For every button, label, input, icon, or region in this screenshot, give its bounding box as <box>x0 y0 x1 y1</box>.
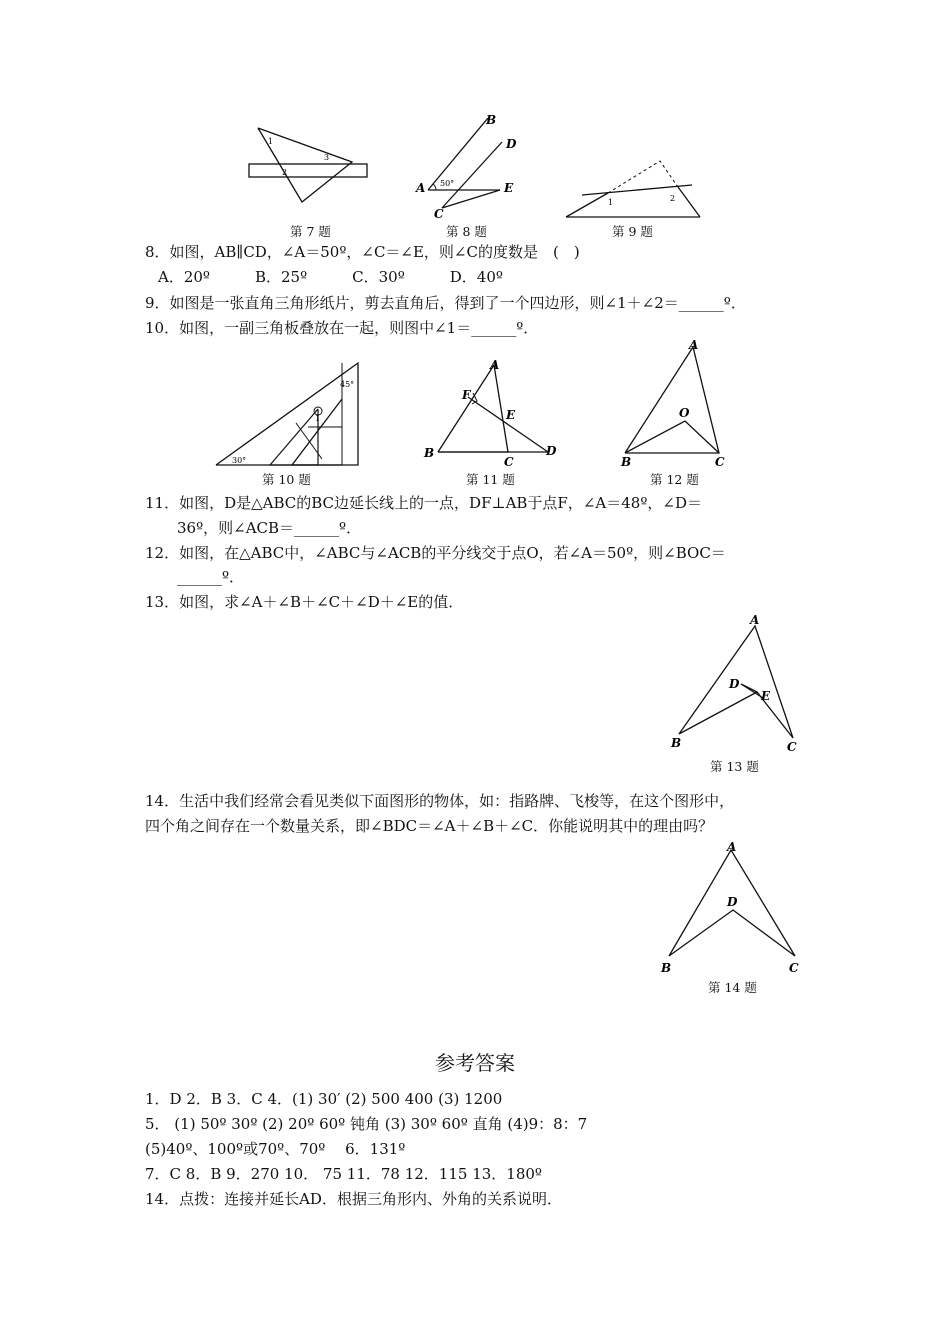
fig7-label-2: 2 <box>282 168 288 177</box>
fig13-label-d: D <box>729 677 740 691</box>
fig14-caption: 第 14 题 <box>708 980 757 995</box>
fig8-label-d: D <box>506 137 517 151</box>
figure-11 <box>420 355 565 470</box>
fig11-caption: 第 11 题 <box>466 472 515 487</box>
answers-line-3: (5)40º、100º或70º、70º 6．131º <box>145 1140 406 1158</box>
question-12-line-1: 12．如图，在△ABC中，∠ABC与∠ACB的平分线交于点O，若∠A＝50º，则∠BOC＝ <box>145 544 726 562</box>
figure-10 <box>212 355 362 470</box>
question-14-line-2: 四个角之间存在一个数量关系，即∠BDC＝∠A＋∠B＋∠C．你能说明其中的理由吗？ <box>145 817 714 835</box>
fig12-caption: 第 12 题 <box>650 472 699 487</box>
fig14-label-d: D <box>727 895 738 909</box>
fig9-label-2: 2 <box>670 194 676 203</box>
question-9: 9．如图是一张直角三角形纸片，剪去直角后，得到了一个四边形，则∠1＋∠2＝______º． <box>145 294 746 312</box>
question-11-line-2: 36º，则∠ACB＝______º． <box>177 519 362 537</box>
fig8-caption: 第 8 题 <box>446 224 487 239</box>
fig11-label-e: E <box>506 408 516 422</box>
fig14-label-a: A <box>727 840 737 854</box>
fig12-label-a: A <box>689 338 699 352</box>
figure-8 <box>410 110 520 220</box>
fig9-caption: 第 9 题 <box>612 224 653 239</box>
figure-9 <box>560 155 705 225</box>
answers-line-5: 14．点拨：连接并延长AD．根据三角形内、外角的关系说明． <box>145 1190 562 1208</box>
figure-13 <box>665 608 810 753</box>
fig13-caption: 第 13 题 <box>710 759 759 774</box>
fig10-label-45: 45° <box>340 380 355 389</box>
question-12-line-2: ______º． <box>177 568 245 586</box>
fig7-label-3: 3 <box>324 153 330 162</box>
fig8-label-e: E <box>504 181 514 195</box>
fig7-label-1: 1 <box>268 137 274 146</box>
fig9-label-1: 1 <box>608 198 614 207</box>
figure-14 <box>655 836 805 976</box>
answers-line-1: 1．D 2．B 3．C 4．(1) 30′ (2) 500 400 (3) 1200 <box>145 1090 503 1108</box>
fig12-label-c: C <box>715 455 725 469</box>
fig11-label-d: D <box>546 444 557 458</box>
fig11-label-f: F <box>462 388 471 402</box>
fig11-label-c: C <box>504 455 514 469</box>
question-8: 8．如图，AB∥CD，∠A＝50º，∠C＝∠E，则∠C的度数是 ( ) <box>145 243 580 261</box>
fig8-label-b: B <box>486 113 497 127</box>
fig12-label-b: B <box>621 455 632 469</box>
question-11-line-1: 11．如图，D是△ABC的BC边延长线上的一点，DF⊥AB于点F，∠A＝48º，∠D＝ <box>145 494 702 512</box>
fig13-label-c: C <box>787 740 797 753</box>
fig10-caption: 第 10 题 <box>262 472 311 487</box>
fig14-label-c: C <box>789 961 799 975</box>
fig8-label-50: 50° <box>440 179 455 188</box>
question-8-options: A．20º B．25º C．30º D．40º <box>158 268 503 286</box>
figure-7 <box>240 120 380 205</box>
fig7-caption: 第 7 题 <box>290 224 331 239</box>
answers-line-2: 5． (1) 50º 30º (2) 20º 60º 钝角 (3) 30º 60º 直角 (4)9：8：7 <box>145 1115 588 1133</box>
fig10-label-1: 1 <box>315 414 321 423</box>
fig12-label-o: O <box>679 406 690 420</box>
fig8-label-a: A <box>416 181 426 195</box>
answers-title: 参考答案 <box>435 1051 515 1075</box>
fig10-label-30: 30° <box>232 456 247 465</box>
figure-12 <box>615 335 735 470</box>
question-13: 13．如图，求∠A＋∠B＋∠C＋∠D＋∠E的值． <box>145 593 464 611</box>
fig14-label-b: B <box>661 961 672 975</box>
fig13-label-b: B <box>671 736 682 750</box>
answers-line-4: 7．C 8．B 9．270 10． 75 11．78 12．115 13．180º <box>145 1165 542 1183</box>
question-10: 10．如图，一副三角板叠放在一起，则图中∠1＝______º． <box>145 319 539 337</box>
fig11-label-b: B <box>424 446 435 460</box>
fig13-label-e: E <box>761 689 771 703</box>
question-14-line-1: 14．生活中我们经常会看见类似下面图形的物体，如：指路牌、飞梭等，在这个图形中， <box>145 792 735 810</box>
fig11-label-a: A <box>490 358 500 372</box>
fig13-label-a: A <box>750 613 760 627</box>
fig8-label-c: C <box>434 207 444 220</box>
